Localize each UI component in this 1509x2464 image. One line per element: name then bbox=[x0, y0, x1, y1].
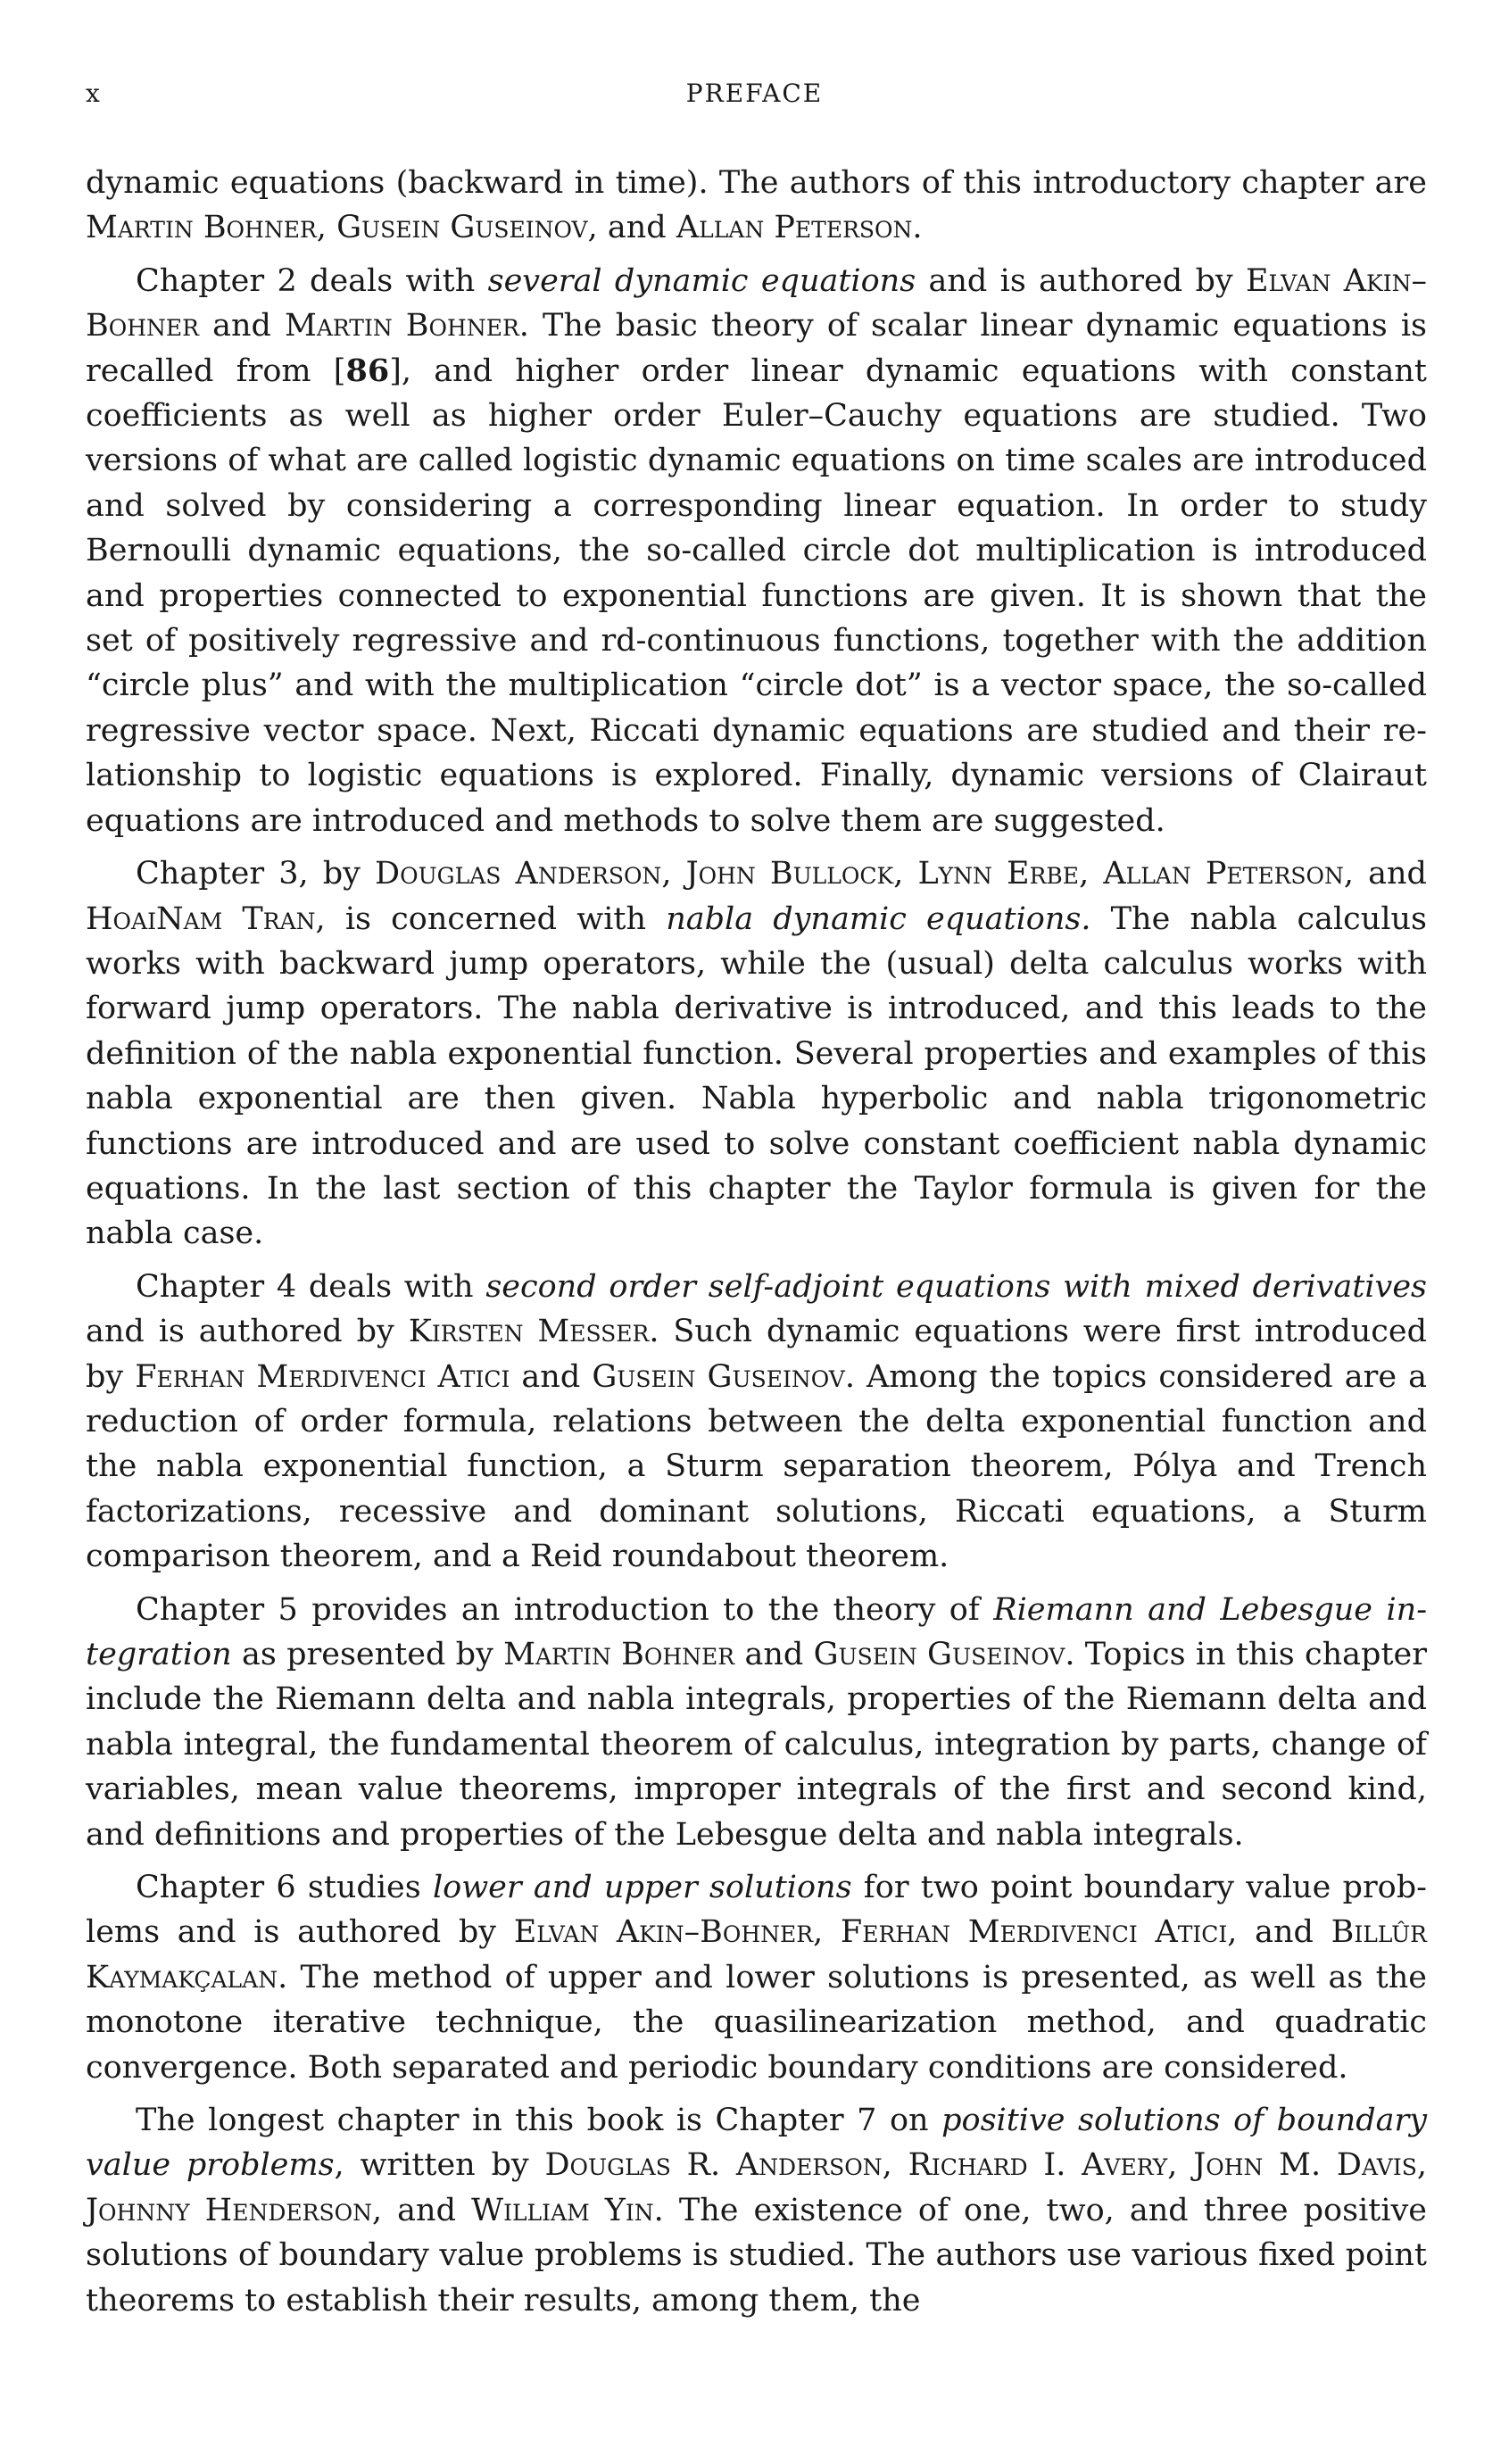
text-run: dynamic equations (backward in time). The authors of this introductory chapter are bbox=[86, 165, 1427, 201]
chapter-topic: positive solutions of boundary value problems bbox=[86, 2103, 1427, 2184]
text-run: Chapter 3, by bbox=[136, 856, 376, 892]
citation-ref: 86 bbox=[345, 352, 390, 389]
paragraph bbox=[86, 2098, 1427, 2323]
text-run: , written by bbox=[334, 2147, 545, 2184]
text-run: The nabla calculus works with backward jump operators, while the (usual) delta calculus works with forward jump operators. The nabla derivative is introduced, and this leads to the definition of the nabla exponential function. Several properties and examples of this nabla exponential are then given. Nabla hyperbolic and nabla trigonometric functions are introduced and are used to solve constant coefficient nabla dynamic equations. In the last section of this chapter the Taylor formula is given for the nabla case. bbox=[86, 900, 1428, 1252]
body-text bbox=[86, 161, 1427, 2331]
text-run: Chapter 6 studies bbox=[136, 1870, 433, 1906]
text-run: , bbox=[882, 2147, 908, 2184]
chapter-topic: lower and upper solutions bbox=[432, 1870, 852, 1906]
text-run: Chapter 4 deals with bbox=[136, 1268, 486, 1305]
author-name: Gusein Guseinov bbox=[336, 210, 588, 246]
text-run: . Topics in this chapter include the Riemann delta and nabla integrals, properties of the Riemann delta and nabla integral, the fundamental theorem of calculus, integration by parts, change of variables, mean value theorems, improper integrals of the first and second kind, and definitions and properties of the Lebesgue delta and nabla integrals. bbox=[86, 1637, 1427, 1853]
author-name: Richard I. Avery bbox=[908, 2147, 1168, 2184]
text-run: The longest chapter in this book is Chapter 7 on bbox=[136, 2103, 942, 2139]
author-name: Elvan Akin–Bohner bbox=[86, 262, 1427, 344]
paragraph bbox=[86, 1588, 1427, 1857]
text-run: and bbox=[510, 1358, 593, 1395]
text-run: , bbox=[813, 1914, 841, 1951]
author-name: Martin Bohner bbox=[285, 308, 519, 344]
text-run: , bbox=[1416, 2147, 1427, 2184]
paragraph bbox=[86, 1865, 1427, 2090]
chapter-topic: Riemann and Lebesgue integration bbox=[86, 1591, 1428, 1672]
text-run: , and bbox=[1343, 856, 1427, 892]
text-run: , bbox=[893, 856, 918, 892]
text-run: and is authored by bbox=[916, 262, 1246, 299]
text-run: , is concerned with bbox=[315, 900, 667, 937]
chapter-topic: several dynamic equations bbox=[487, 262, 916, 299]
author-name: Elvan Akin–Bohner bbox=[513, 1914, 814, 1951]
author-name: Allan Peterson bbox=[676, 210, 913, 246]
paragraph bbox=[86, 161, 1427, 251]
text-run: . Among the topics considered are a reduction of order formula, relations between the delta exponential function and the nabla exponential function, a Sturm separation theorem, Pólya and Trench factorizations, recessive and dominant solutions, Riccati equations, a Sturm comparison theorem, and a Reid roundabout theorem. bbox=[86, 1358, 1427, 1575]
text-run: and is authored by bbox=[86, 1314, 409, 1350]
text-run: . Such dynamic equations were first introduced by bbox=[86, 1314, 1427, 1395]
author-name: Johnny Henderson bbox=[86, 2192, 372, 2228]
author-name: John Bullock bbox=[685, 856, 894, 892]
text-run: as presented by bbox=[231, 1637, 504, 1672]
text-run: , bbox=[1167, 2147, 1194, 2184]
author-name: Ferhan Merdivenci Atici bbox=[135, 1358, 510, 1395]
author-name: Martin Bohner bbox=[503, 1637, 735, 1672]
author-name: Kirsten Messer bbox=[408, 1314, 650, 1350]
text-run: Chapter 2 deals with bbox=[136, 262, 488, 299]
text-run: , bbox=[316, 210, 337, 246]
text-run: and bbox=[198, 308, 285, 344]
text-run: , and bbox=[371, 2192, 472, 2228]
author-name: Gusein Guseinov bbox=[813, 1637, 1065, 1672]
author-name: Ferhan Merdivenci Atici bbox=[840, 1914, 1228, 1951]
paragraph bbox=[86, 259, 1427, 843]
author-name: Martin Bohner bbox=[86, 210, 317, 246]
chapter-topic: second order self-adjoint equations with mixed derivatives bbox=[485, 1268, 1427, 1305]
author-name: Allan Peterson bbox=[1103, 856, 1344, 892]
paragraph bbox=[86, 851, 1427, 1257]
page-header bbox=[86, 79, 1423, 123]
text-run: . The method of upper and lower solutions is presented, as well as the monotone iterative technique, the quasilinearization method, and quadratic convergence. Both separated and periodic boundary conditions are considered. bbox=[86, 1959, 1427, 2086]
chapter-topic: nabla dynamic equations. bbox=[666, 900, 1091, 937]
text-run: , bbox=[661, 856, 686, 892]
text-run: and bbox=[734, 1637, 814, 1672]
author-name: John M. Davis bbox=[1193, 2147, 1417, 2184]
page-number: x bbox=[86, 79, 100, 108]
author-name: Lynn Erbe bbox=[917, 856, 1080, 892]
author-name: HoaiNam Tran bbox=[86, 900, 316, 937]
text-run: , and bbox=[1227, 1914, 1331, 1951]
text-run: for two point boundary value problems and is authored by bbox=[86, 1870, 1427, 1951]
author-name: Douglas R. Anderson bbox=[544, 2147, 883, 2184]
text-run: . The basic theory of scalar linear dynamic equations is recalled from [ bbox=[86, 308, 1427, 389]
text-run: . bbox=[912, 210, 923, 246]
author-name: Douglas Anderson bbox=[375, 856, 662, 892]
text-run: ], and higher order linear dynamic equations with constant coefficients as well as higher order Euler–Cauchy equations are studied. Two versions of what are called logistic dynamic equations on time scales are introduced and solved by considering a corresponding linear equation. In order to study Bernoulli dynamic equations, the so-called circle dot multiplication is introduced and properties connected to exponential functions are given. It is shown that the set of positively regressive and rd-continuous functions, together with the addition “circle plus” and with the multiplication “circle dot” is a vector space, the so-called regressive vector space. Next, Riccati dynamic equations are studied and their relationship to logistic equations is explored. Finally, dynamic versions of Clairaut equations are introduced and methods to solve them are suggested. bbox=[86, 353, 1427, 839]
text-run: , and bbox=[587, 210, 676, 246]
author-name: Billûr Kaymakçalan bbox=[86, 1914, 1427, 1995]
running-head: PREFACE bbox=[685, 79, 824, 108]
author-name: William Yin bbox=[471, 2192, 654, 2228]
paragraph bbox=[86, 1265, 1427, 1580]
text-run: . The existence of one, two, and three positive solutions of boundary value problems is studied. The authors use various fixed point theorems to establish their results, among them, the bbox=[86, 2192, 1428, 2319]
author-name: Gusein Guseinov bbox=[592, 1358, 845, 1395]
text-run: Chapter 5 provides an introduction to the theory of bbox=[136, 1591, 994, 1628]
text-run: , bbox=[1079, 856, 1104, 892]
